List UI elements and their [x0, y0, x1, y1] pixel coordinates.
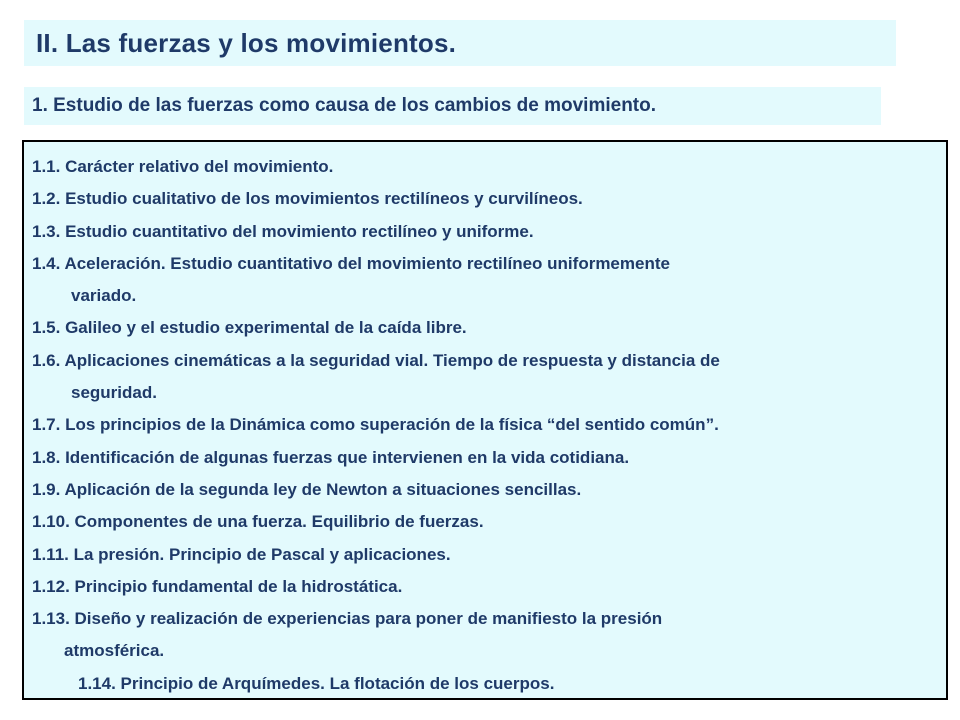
list-item: [32, 603, 946, 668]
list-item: [32, 539, 946, 571]
list-item: [32, 345, 946, 410]
list-item-text: 1.2. Estudio cualitativo de los movimientos rectilíneos y curvilíneos.: [32, 189, 583, 209]
list-item-continuation: atmosférica.: [64, 641, 165, 661]
list-item: [32, 151, 946, 183]
title-bar: [24, 20, 896, 66]
list-item-text: 1.7. Los principios de la Dinámica como superación de la física “del sentido común”.: [32, 415, 719, 435]
list-item-text: 1.6. Aplicaciones cinemáticas a la seguridad vial. Tiempo de respuesta y distancia de: [32, 350, 720, 370]
list-item: [32, 474, 946, 506]
list-item-text: 1.11. La presión. Principio de Pascal y aplicaciones.: [32, 544, 451, 564]
list-item-text: 1.8. Identificación de algunas fuerzas que intervienen en la vida cotidiana.: [32, 447, 630, 467]
list-item: [32, 248, 946, 313]
list-item: [32, 571, 946, 603]
list-item-text: 1.10. Componentes de una fuerza. Equilibrio de fuerzas.: [32, 512, 484, 532]
list-item-text: 1.4. Aceleración. Estudio cuantitativo del movimiento rectilíneo uniformemente: [32, 253, 670, 273]
list-item: [32, 216, 946, 248]
list-item: [32, 668, 946, 700]
section-header: [24, 87, 881, 125]
section-title: 1. Estudio de las fuerzas como causa de los cambios de movimiento.: [32, 95, 657, 116]
list-item-text: 1.9. Aplicación de la segunda ley de Newton a situaciones sencillas.: [32, 479, 582, 499]
list-item: [32, 183, 946, 215]
list-item-continuation: seguridad.: [71, 383, 157, 403]
list-item: [32, 312, 946, 344]
list-item: [32, 409, 946, 441]
list-item-text: 1.12. Principio fundamental de la hidrostática.: [32, 576, 403, 596]
topic-list-box: [22, 140, 948, 700]
topic-list: [32, 151, 946, 700]
list-item-text: 1.13. Diseño y realización de experiencias para poner de manifiesto la presión: [32, 609, 663, 629]
list-item-text: 1.14. Principio de Arquímedes. La flotación de los cuerpos.: [78, 673, 555, 693]
list-item: [32, 506, 946, 538]
list-item: [32, 442, 946, 474]
page-title: II. Las fuerzas y los movimientos.: [36, 27, 457, 58]
list-item-text: 1.3. Estudio cuantitativo del movimiento rectilíneo y uniforme.: [32, 221, 534, 241]
list-item-continuation: variado.: [71, 286, 137, 306]
list-item-text: 1.5. Galileo y el estudio experimental de la caída libre.: [32, 318, 467, 338]
list-item-text: 1.1. Carácter relativo del movimiento.: [32, 157, 334, 176]
